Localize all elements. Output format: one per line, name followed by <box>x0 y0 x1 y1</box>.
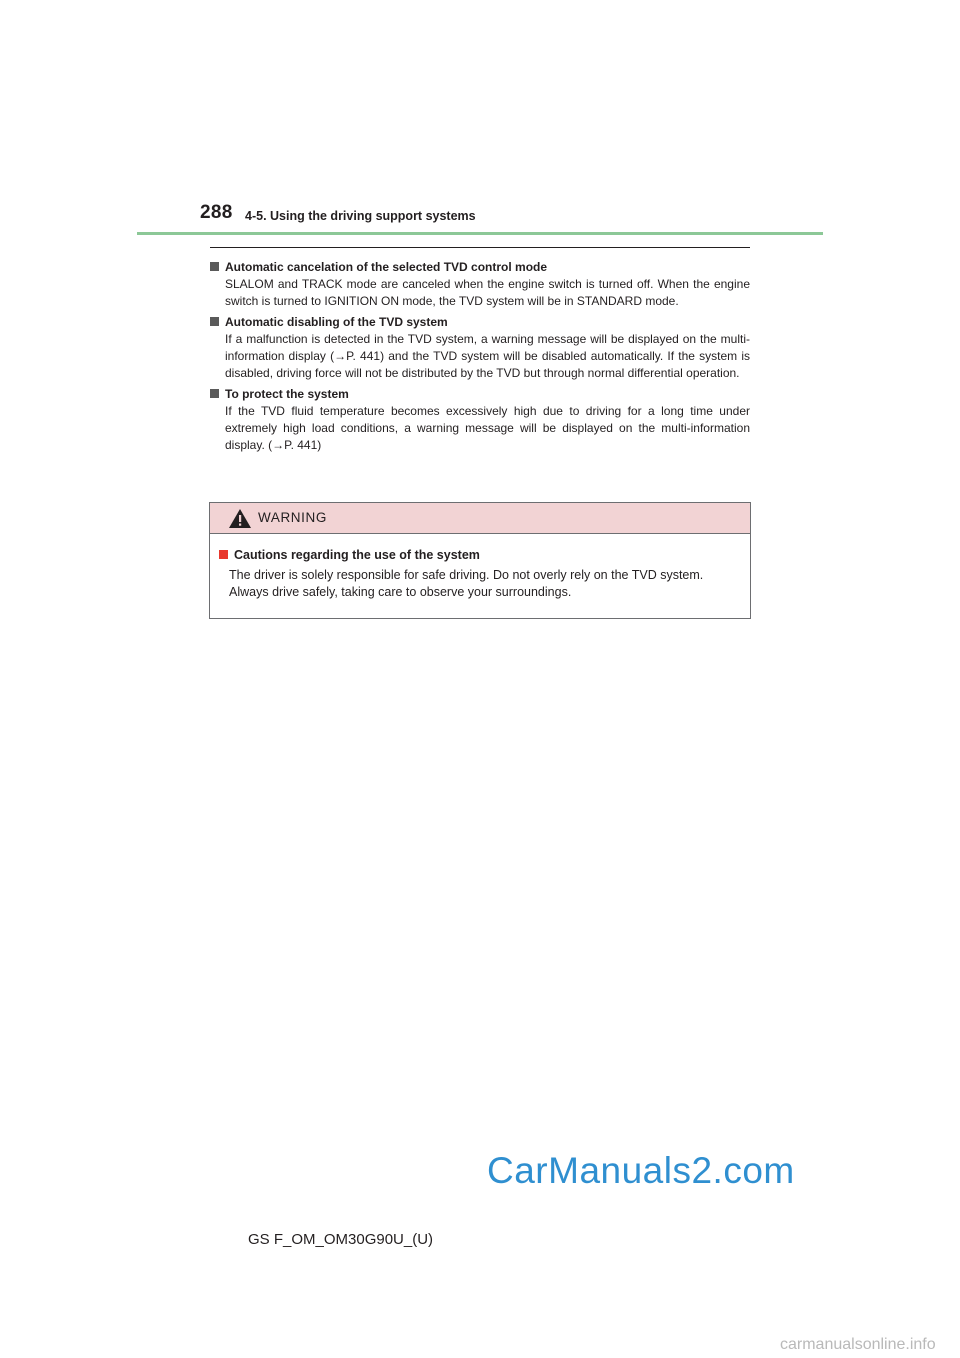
info-item <box>210 314 750 382</box>
square-bullet-icon <box>210 317 219 326</box>
item-heading-text: Automatic disabling of the TVD system <box>225 315 448 329</box>
header-rule <box>137 232 823 235</box>
warning-triangle-icon <box>229 509 251 528</box>
square-bullet-icon <box>210 262 219 271</box>
item-body: If the TVD fluid temperature becomes excessively high due to driving for a long time under extremely high load conditions, a warning message will be displayed on the multi-information display. (→P. 441) <box>225 404 750 452</box>
square-bullet-icon <box>210 389 219 398</box>
watermark-footer[interactable]: carmanualsonline.info <box>780 1336 936 1353</box>
red-square-bullet-icon <box>219 550 228 559</box>
watermark-logo[interactable]: CarManuals2.com <box>487 1150 795 1191</box>
info-item <box>210 259 750 310</box>
warning-heading-text: Cautions regarding the use of the system <box>234 548 480 562</box>
content-rule <box>210 247 750 248</box>
page-number: 288 <box>200 202 233 223</box>
section-title: 4-5. Using the driving support systems <box>245 209 476 223</box>
item-heading <box>210 386 750 403</box>
item-body: SLALOM and TRACK mode are canceled when the engine switch is turned off. When the engine switch is turned to IGNITION ON mode, the TVD system will be in STANDARD mode. <box>225 277 750 308</box>
document-code: GS F_OM_OM30G90U_(U) <box>248 1231 434 1248</box>
warning-label: WARNING <box>258 510 327 525</box>
warning-text: The driver is solely responsible for safe driving. Do not overly rely on the TVD system. Always drive safely, taking care to observe your surroundings. <box>229 568 704 599</box>
content-area <box>210 259 750 458</box>
item-body: If a malfunction is detected in the TVD system, a warning message will be displayed on the multi-information display (→P. 441) and the TVD system will be disabled automatically. If the system is disabled, driving force will not be distributed by the TVD but through normal differential operation. <box>225 332 750 380</box>
item-heading <box>210 314 750 331</box>
warning-body <box>210 534 750 601</box>
info-item <box>210 386 750 454</box>
warning-box <box>209 502 751 619</box>
warning-heading <box>219 546 742 564</box>
warning-header <box>210 503 750 534</box>
item-heading-text: Automatic cancelation of the selected TVD control mode <box>225 260 548 274</box>
item-heading-text: To protect the system <box>225 387 349 401</box>
item-heading <box>210 259 750 276</box>
